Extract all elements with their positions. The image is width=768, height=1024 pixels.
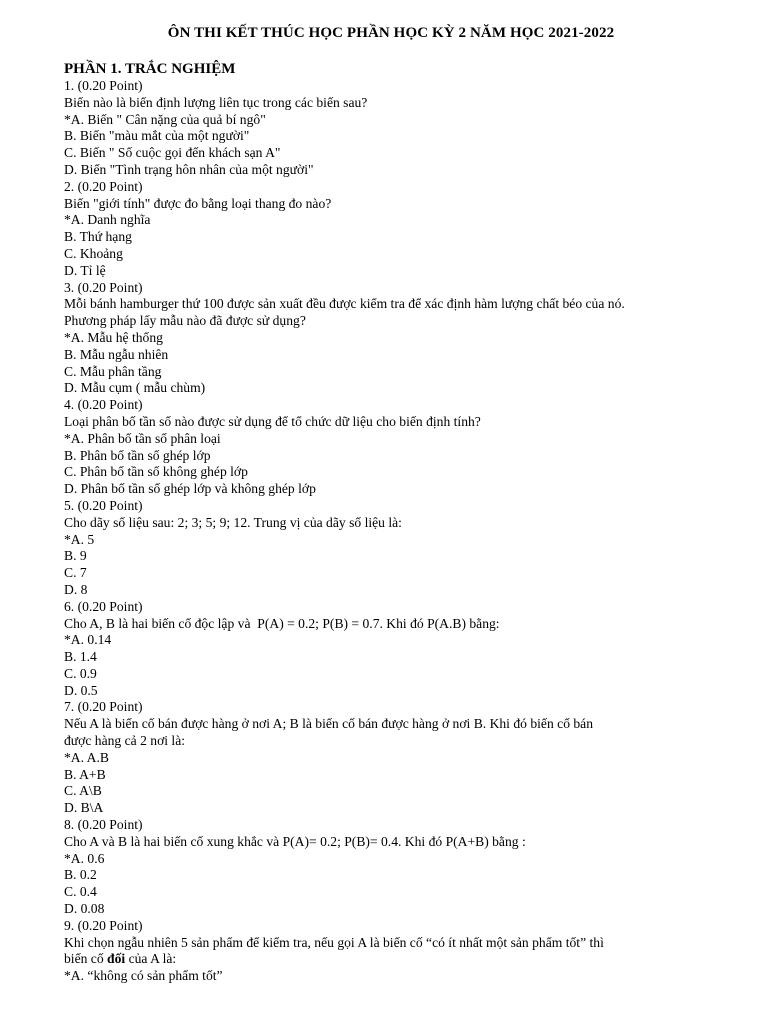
answer-option: C. Khoảng	[64, 245, 123, 261]
answer-option: *A. Danh nghĩa	[64, 212, 151, 228]
answer-option: *A. Mẫu hệ thống	[64, 329, 163, 345]
answer-option: *A. Phân bố tần số phân loại	[64, 430, 221, 446]
question-stem: Nếu A là biến cố bán được hàng ở nơi A; B là biến cố bán được hàng ở nơi B. Khi đó biến cố bán	[64, 716, 594, 732]
answer-option: C. A\B	[64, 783, 102, 799]
question-header: 8. (0.20 Point)	[64, 817, 143, 833]
answer-option: B. 9	[64, 548, 87, 564]
answer-option: B. Mẫu ngẫu nhiên	[64, 346, 169, 362]
question-header: 7. (0.20 Point)	[64, 699, 143, 715]
answer-option: B. A+B	[64, 766, 106, 782]
answer-option: *A. Biến " Cân nặng của quả bí ngô"	[64, 111, 266, 127]
question-stem: Khi chọn ngẫu nhiên 5 sản phẩm để kiểm tra, nếu gọi A là biến cố “có ít nhất một sản phẩm tốt” thì	[64, 934, 604, 950]
question-block	[64, 397, 718, 498]
question-header: 9. (0.20 Point)	[64, 917, 143, 933]
answer-option: *A. 0.6	[64, 850, 105, 866]
question-stem: Cho dãy số liệu sau: 2; 3; 5; 9; 12. Trung vị của dãy số liệu là:	[64, 514, 402, 530]
answer-option: D. 8	[64, 581, 88, 597]
answer-option: D. Phân bố tần số ghép lớp và không ghép lớp	[64, 481, 316, 497]
stem-text: biến cố	[64, 951, 108, 967]
question-stem: được hàng cả 2 nơi là:	[64, 733, 186, 749]
answer-option: D. Biến "Tình trạng hôn nhân của một người"	[64, 161, 314, 177]
question-stem: Phương pháp lấy mẫu nào đã được sử dụng?	[64, 313, 306, 329]
question-block	[64, 280, 718, 398]
question-header: 4. (0.20 Point)	[64, 397, 143, 413]
question-header: 3. (0.20 Point)	[64, 279, 143, 295]
answer-option: C. 0.4	[64, 884, 97, 900]
question-block	[64, 599, 718, 700]
question-block	[64, 179, 718, 280]
answer-option: *A. A.B	[64, 749, 109, 765]
question-block	[64, 699, 718, 817]
answer-option: B. Biến "màu mắt của một người"	[64, 128, 250, 144]
answer-option: B. Thứ hạng	[64, 229, 132, 245]
answer-option: C. Phân bố tần số không ghép lớp	[64, 464, 248, 480]
stem-emphasis: đối	[107, 951, 126, 967]
answer-option: *A. 0.14	[64, 632, 112, 648]
answer-option: D. Tỉ lệ	[64, 262, 106, 278]
question-header: 2. (0.20 Point)	[64, 178, 143, 194]
answer-option: D. B\A	[64, 800, 104, 816]
question-stem: Cho A, B là hai biến cố độc lập và P(A) = 0.2; P(B) = 0.7. Khi đó P(A.B) bằng:	[64, 615, 500, 631]
question-stem: Cho A và B là hai biến cố xung khắc và P(A)= 0.2; P(B)= 0.4. Khi đó P(A+B) bằng :	[64, 833, 526, 849]
answer-option: B. 1.4	[64, 649, 97, 665]
question-header: 5. (0.20 Point)	[64, 497, 143, 513]
answer-option: C. 0.9	[64, 665, 97, 681]
question-block	[64, 498, 718, 599]
question-list	[64, 78, 718, 985]
answer-option: D. 0.08	[64, 901, 105, 917]
question-block	[64, 78, 718, 179]
answer-option: D. 0.5	[64, 682, 98, 698]
question-header: 1. (0.20 Point)	[64, 78, 143, 93]
document-title: ÔN THI KẾT THÚC HỌC PHẦN HỌC KỲ 2 NĂM HỌC 2021-2022	[167, 25, 615, 41]
question-stem	[64, 951, 718, 968]
question-stem: Biến nào là biến định lượng liên tục trong các biến sau?	[64, 94, 368, 110]
section-title: PHẦN 1. TRẮC NGHIỆM	[64, 61, 236, 77]
question-block	[64, 817, 718, 918]
question-stem: Biến "giới tính" được đo bằng loại thang đo nào?	[64, 195, 332, 211]
question-block	[64, 918, 718, 985]
answer-option: C. 7	[64, 565, 87, 581]
answer-option: C. Mẫu phân tầng	[64, 363, 162, 379]
question-stem: Loại phân bố tần số nào được sử dụng để tổ chức dữ liệu cho biến định tính?	[64, 413, 481, 429]
answer-option: *A. 5	[64, 531, 95, 547]
answer-option: C. Biến " Số cuộc gọi đến khách sạn A"	[64, 145, 281, 161]
answer-option: *A. “không có sản phẩm tốt”	[64, 968, 223, 984]
question-stem: Mỗi bánh hamburger thứ 100 được sản xuất đều được kiểm tra để xác định hàm lượng chất béo của nó.	[64, 296, 625, 312]
answer-option: D. Mẫu cụm ( mẫu chùm)	[64, 380, 206, 396]
question-header: 6. (0.20 Point)	[64, 598, 143, 614]
answer-option: B. 0.2	[64, 867, 97, 883]
answer-option: B. Phân bố tần số ghép lớp	[64, 447, 211, 463]
stem-text: của A là:	[125, 951, 177, 967]
